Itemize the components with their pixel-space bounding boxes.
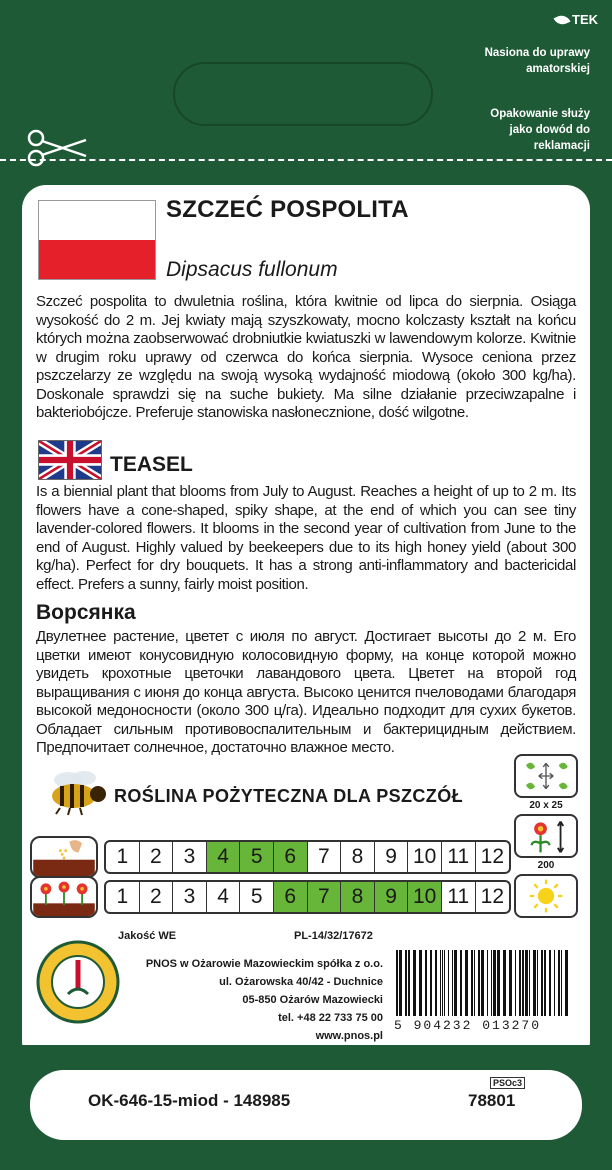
barcode-bar (491, 950, 492, 1016)
barcode-bar (413, 950, 416, 1016)
month-cell: 10 (408, 842, 442, 872)
barcode-bar (435, 950, 437, 1016)
barcode-bar (487, 950, 488, 1016)
uk-flag-icon (38, 440, 102, 480)
quality-label: Jakość WE (118, 930, 177, 942)
barcode-bar (474, 950, 475, 1016)
barcode-bar (425, 950, 427, 1016)
barcode-bar (440, 950, 441, 1016)
barcode-bar (529, 950, 530, 1016)
brand-logo (555, 12, 598, 27)
barcode-bar (442, 950, 443, 1016)
month-cell: 9 (375, 842, 409, 872)
plant-name-ru: Ворсянка (36, 601, 136, 624)
company-line: PNOS w Ożarowie Mazowieckim spółka z o.o. (145, 958, 383, 970)
company-line: www.pnos.pl (315, 1030, 383, 1042)
barcode-bar (460, 950, 462, 1016)
barcode-bar (448, 950, 449, 1016)
barcode-bar (396, 950, 398, 1016)
description-pl: Szczeć pospolita to dwuletnia roślina, która kwitnie od lipca do sierpnia. Osiąga wysokość do 2 m. Jej kwiaty mają szyszkowaty, mocno kolczasty kształt na końcu których można zaobserwować drobniutkie kwiatuszki w lawendowym kolorze. Kwitnie w drugim roku uprawy od czerwca do końca sierpnia. Wysoce ceniona przez pszczelarzy ze względu na swoją wysoką wydajność miodową (około 300 kg/ha). Doskonale sprawdzi się na suche bukiety. Ma silne działanie przeciwzapalne i bakteriobójcze. Preferuje stanowiska nasłonecznione, dość wilgotne. (36, 293, 576, 421)
bee-friendly-label: ROŚLINA POŻYTECZNA DLA PSZCZÓŁ (114, 786, 463, 806)
company-line: ul. Ożarowska 40/42 - Duchnice (219, 976, 383, 988)
poland-flag-icon (38, 200, 156, 280)
barcode-bar (481, 950, 484, 1016)
sun-icon (514, 874, 578, 918)
flowering-icon (30, 876, 98, 918)
month-cell: 9 (375, 882, 409, 912)
company-line: tel. +48 22 733 75 00 (278, 1012, 383, 1024)
barcode-bar (478, 950, 480, 1016)
barcode-bar (554, 950, 555, 1016)
scissors-icon (26, 128, 90, 168)
note-packaging: Opakowanie służy jako dowód do reklamacji (490, 108, 590, 152)
barcode-number: 5 904232 013270 (394, 1018, 542, 1033)
brand-text: TEK (572, 12, 598, 27)
barcode-bar (465, 950, 468, 1016)
plant-name-pl: SZCZEĆ POSPOLITA (166, 196, 409, 223)
company-line: 05-850 Ożarów Mazowiecki (242, 994, 383, 1006)
barcode-bar (541, 950, 543, 1016)
month-cell: 8 (341, 882, 375, 912)
sowing-icon (30, 836, 98, 878)
barcode-bar (454, 950, 457, 1016)
plant-height-icon (514, 814, 578, 858)
month-cell: 12 (480, 885, 504, 908)
month-cell: 7 (308, 882, 342, 912)
flowering-calendar (104, 880, 511, 914)
barcode-bar (565, 950, 568, 1016)
description-ru: Двулетнее растение, цветет с июля по август. Достигает высоты до 2 м. Его цветки имеют конусовидную колосовидную форму, на конце которой можно увидеть крохотные цветочки лавандового цвета. Цветет на второй год выращивания с июня до конца августа. Высоко ценится пчеловодами благодаря высокой медоносности (около 300 ц/га). Идеально подходит для сухих букетов. Обладает сильным противовоспалительным и бактерицидным действием. Предпочитает солнечное, достаточно влажное место. (36, 628, 576, 756)
barcode-bar (503, 950, 506, 1016)
month-cell: 1 (106, 842, 140, 872)
month-cell: 7 (308, 842, 342, 872)
barcode-bar (452, 950, 453, 1016)
barcode-bar (408, 950, 410, 1016)
barcode-bar (533, 950, 536, 1016)
month-cell: 2 (140, 842, 174, 872)
hang-hole (173, 62, 433, 126)
description-en: Is a biennial plant that blooms from July to August. Reaches a height of up to 2 m. Its flowers have a cone-shaped, spiky shape, at the end of which you can see tiny lavender-colored flowers. It blooms in the second year of cultivation from June to the end of August. Highly valued by beekeepers due to its high honey yield (about 300 kg/ha). Perfect for dry bouquets. It has a strong anti-inflammatory and bactericidal effect. Prefers a sunny, fairly moist position. (36, 483, 576, 593)
month-cell: 4 (207, 882, 241, 912)
barcode-bar (471, 950, 473, 1016)
barcode (394, 950, 574, 1020)
barcode-bar (525, 950, 528, 1016)
barcode-bar (493, 950, 496, 1016)
month-cell: 4 (207, 842, 241, 872)
barcode-bar (522, 950, 524, 1016)
bee-icon (40, 766, 110, 816)
barcode-bar (519, 950, 521, 1016)
barcode-bar (419, 950, 422, 1016)
barcode-bar (399, 950, 402, 1016)
month-cell: 3 (173, 842, 207, 872)
month-cell: 8 (341, 842, 375, 872)
month-cell: 6 (274, 842, 308, 872)
pnos-logo (36, 940, 120, 1024)
month-cell: 2 (140, 882, 174, 912)
barcode-bar (497, 950, 500, 1016)
plant-name-en: TEASEL (110, 453, 193, 476)
leaf-icon (554, 12, 571, 27)
barcode-bar (544, 950, 546, 1016)
barcode-bar (444, 950, 445, 1016)
company-address (130, 955, 383, 1045)
barcode-bar (558, 950, 560, 1016)
spacing-icon (514, 754, 578, 798)
month-cell: 5 (240, 842, 274, 872)
month-cell: 11 (442, 842, 476, 872)
month-cell: 11 (442, 882, 476, 912)
barcode-bar (515, 950, 516, 1016)
cut-line (0, 159, 612, 161)
psoc-label: PSOc3 (490, 1077, 525, 1089)
month-cell: 3 (173, 882, 207, 912)
barcode-bar (561, 950, 562, 1016)
month-cell: 10 (408, 882, 442, 912)
lot-number: OK-646-15-miod - 148985 (88, 1091, 291, 1110)
month-cell: 6 (274, 882, 308, 912)
spacing-value: 20 x 25 (529, 800, 563, 811)
barcode-bar (549, 950, 551, 1016)
sowing-calendar (104, 840, 511, 874)
product-code: 78801 (468, 1091, 516, 1110)
note-amateur: Nasiona do uprawy amatorskiej (484, 47, 590, 75)
barcode-bar (430, 950, 432, 1016)
height-value: 200 (537, 860, 555, 871)
pl-code: PL-14/32/17672 (294, 930, 373, 942)
month-cell: 1 (106, 882, 140, 912)
barcode-bar (537, 950, 538, 1016)
month-cell: 5 (240, 882, 274, 912)
month-cell: 12 (480, 845, 504, 868)
plant-name-latin: Dipsacus fullonum (166, 258, 338, 281)
barcode-bar (509, 950, 512, 1016)
barcode-bar (405, 950, 407, 1016)
